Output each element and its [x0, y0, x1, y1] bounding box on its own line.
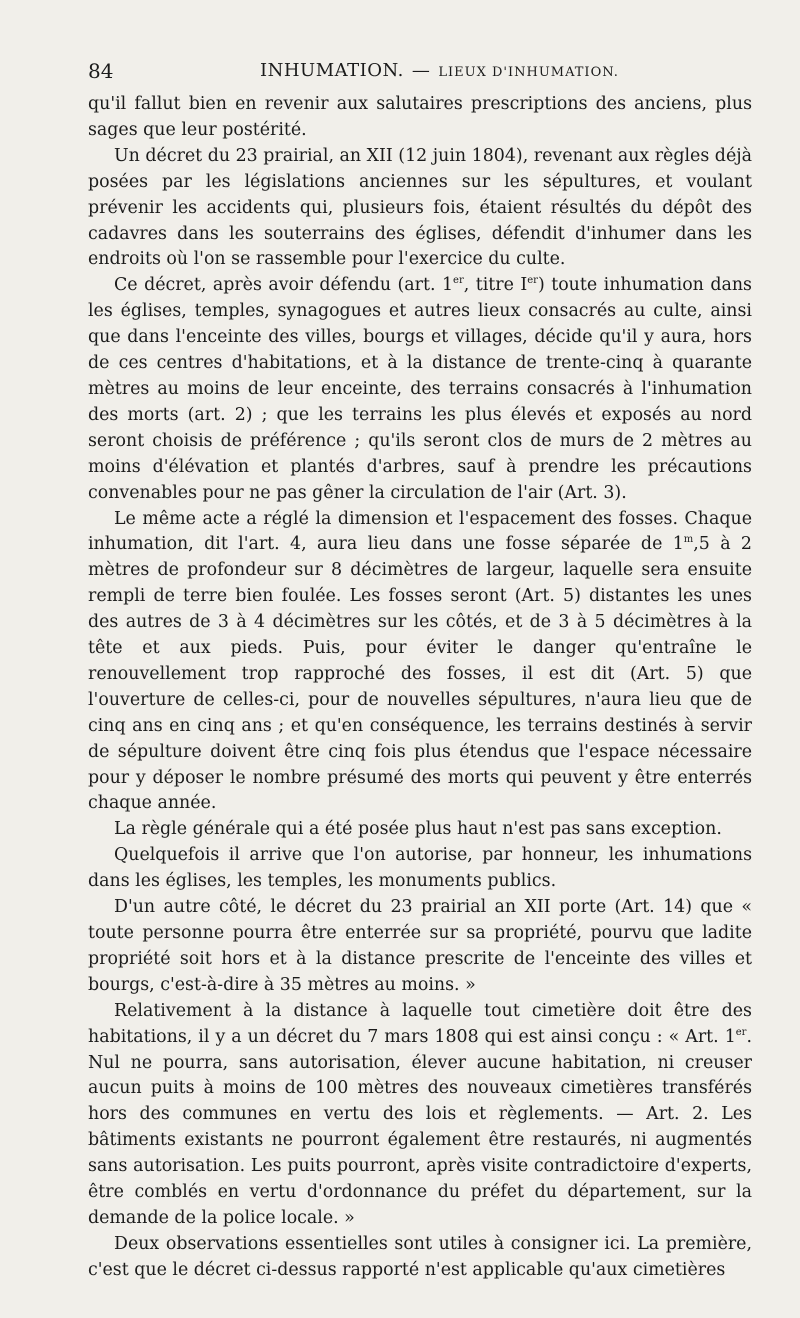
page-header: [88, 56, 756, 86]
superscript: er: [453, 275, 464, 287]
running-head-subtitle: LIEUX D'INHUMATION.: [438, 65, 619, 80]
paragraph: qu'il fallut bien en revenir aux salutaires prescriptions des anciens, plus sages que leur postérité.: [88, 94, 752, 140]
running-head: [260, 56, 619, 88]
paragraph: Ce décret, après avoir défendu (art. 1er, titre Ier) toute inhumation dans les églises, temples, synagogues et autres lieux consacrés au culte, ainsi que dans l'enceinte des villes, bourgs et villages, décide qu'il y aura, hors de ces centres d'habitations, et à la distance de trente-cinq à quarante mètres au moins de leur enceinte, des terrains consacrés à l'inhumation des morts (art. 2) ; que les terrains les plus élevés et exposés au nord seront choisis de préférence ; qu'ils seront clos de murs de 2 mètres au moins d'élévation et plantés d'arbres, sauf à prendre les précautions convenables pour ne pas gêner la circulation de l'air (Art. 3).: [88, 275, 752, 503]
paragraph: Un décret du 23 prairial, an XII (12 juin 1804), revenant aux règles déjà posées par les législations anciennes sur les sépultures, et voulant prévenir les accidents qui, plusieurs fois, étaient résultés du dépôt des cadavres dans les souterrains des églises, défendit d'inhumer dans les endroits où l'on se rassemble pour l'exercice du culte.: [88, 145, 752, 270]
running-head-separator: —: [411, 60, 431, 81]
paragraph: Le même acte a réglé la dimension et l'espacement des fosses. Chaque inhumation, dit l'art. 4, aura lieu dans une fosse séparée de 1$^m$,5 à 2 mètres de profondeur sur 8 décimètres de largeur, laquelle sera ensuite rempli de terre bien foulée. Les fosses seront (Art. 5) distantes les unes des autres de 3 à 4 décimètres sur les côtés, et de 3 à 5 décimètres à la tête et aux pieds. Puis, pour éviter le danger qu'entraîne le renouvellement trop rapproché des fosses, il est dit (Art. 5) que l'ouverture de celles-ci, pour de nouvelles sépultures, n'aura lieu que de cinq ans en cinq ans ; et qu'en conséquence, les terrains destinés à servir de sépulture doivent être cinq fois plus étendus que l'espace nécessaire pour y déposer le nombre présumé des morts qui peuvent y être enterrés chaque année.: [88, 508, 752, 814]
page-number: 84: [88, 59, 114, 83]
body-text: [88, 92, 752, 1284]
superscript: er: [527, 275, 538, 287]
paragraph: Relativement à la distance à laquelle tout cimetière doit être des habitations, il y a un décret du 7 mars 1808 qui est ainsi conçu : « Art. 1er. Nul ne pourra, sans autorisation, élever aucune habitation, ni creuser aucun puits à moins de 100 mètres des nouveaux cimetières transférés hors des communes en vertu des lois et règlements. — Art. 2. Les bâtiments existants ne pourront également être restaurés, ni augmentés sans autorisation. Les puits pourront, après visite contradictoire d'experts, être comblés en vertu d'ordonnance du préfet du département, sur la demande de la police locale. »: [88, 1000, 752, 1228]
superscript: er: [735, 1026, 747, 1038]
paragraph: Deux observations essentielles sont utiles à consigner ici. La première, c'est que le décret ci-dessus rapporté n'est applicable qu'aux cimetières: [88, 1233, 752, 1280]
paragraph: Quelquefois il arrive que l'on autorise, par honneur, les inhumations dans les églises, les temples, les monuments publics.: [88, 845, 752, 892]
running-head-title: INHUMATION.: [260, 60, 404, 81]
superscript: m: [683, 534, 694, 546]
paragraph: D'un autre côté, le décret du 23 prairial an XII porte (Art. 14) que « toute personne pourra être enterrée sur sa propriété, pourvu que ladite propriété soit hors et à la distance prescrite de l'enceinte des villes et bourgs, c'est-à-dire à 35 mètres au moins. »: [88, 897, 752, 995]
paragraph: La règle générale qui a été posée plus haut n'est pas sans exception.: [114, 819, 722, 840]
